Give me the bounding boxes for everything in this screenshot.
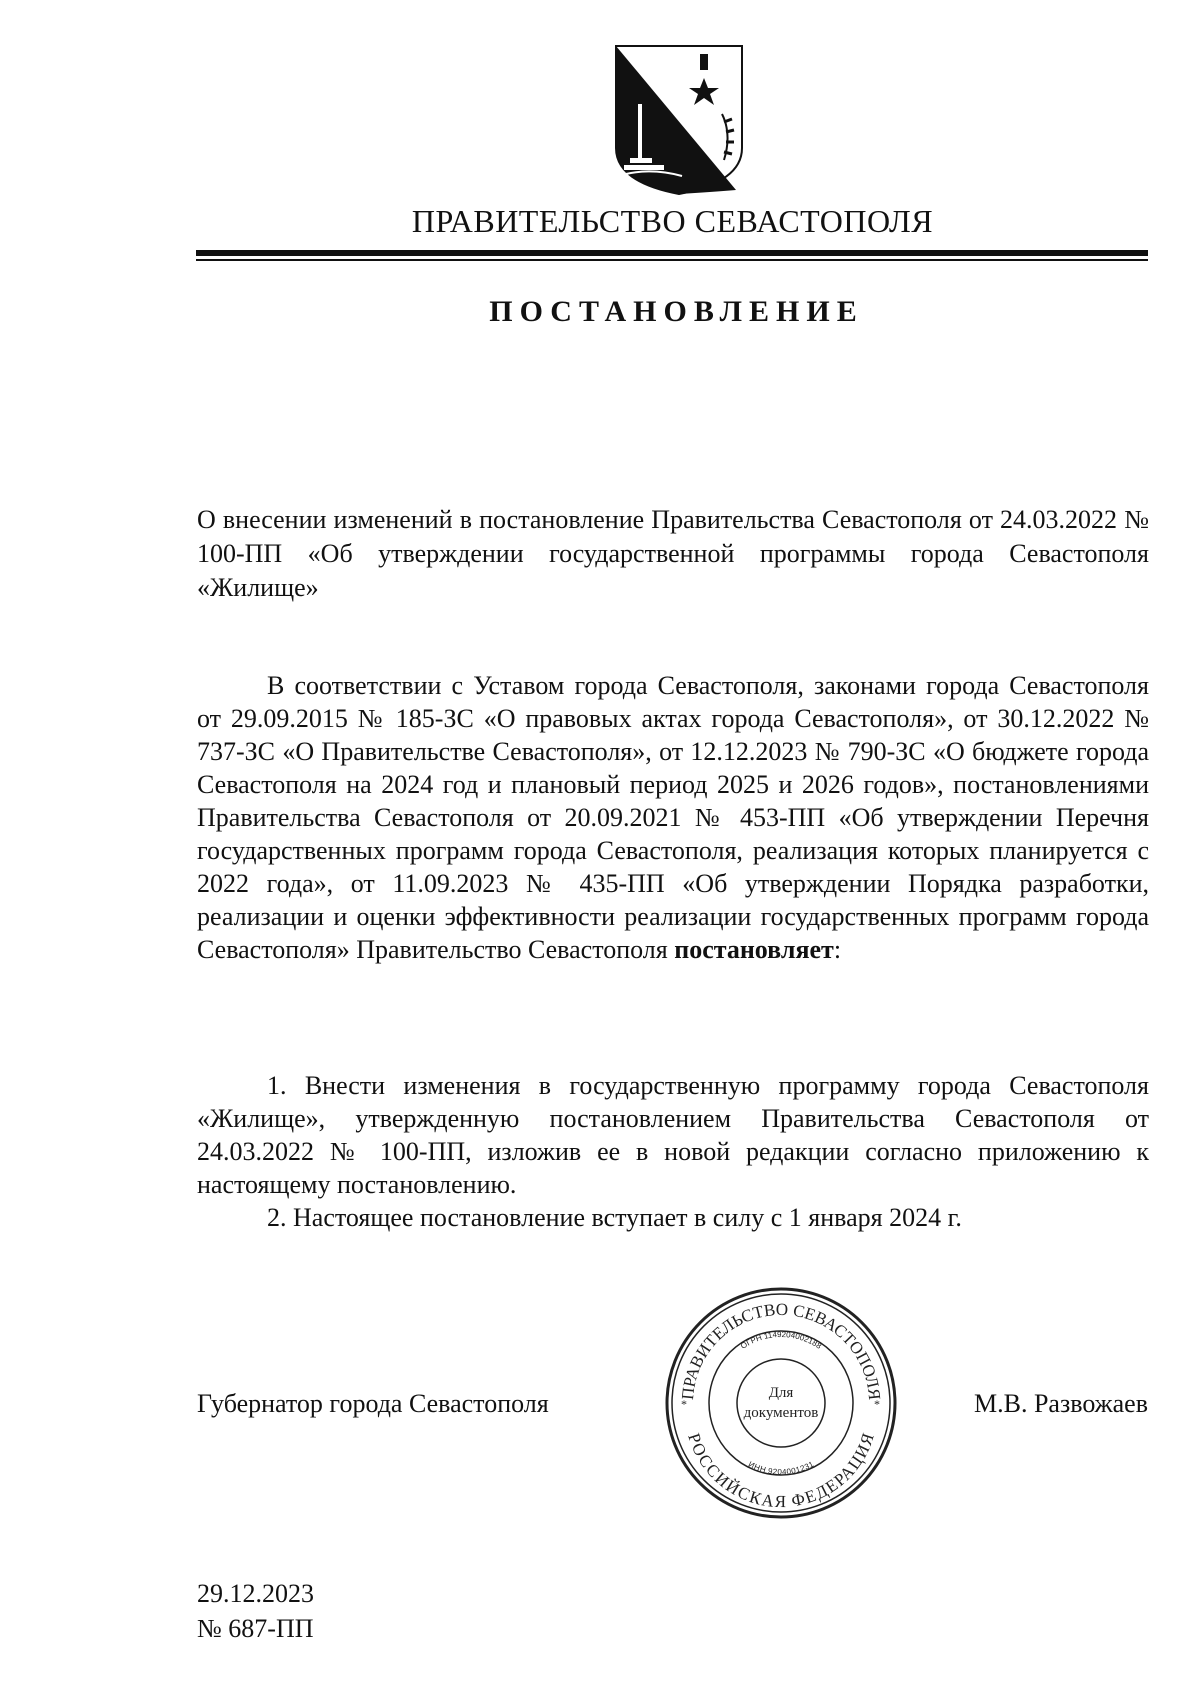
stamp-star-right-icon: * xyxy=(874,1397,880,1411)
signer-name: М.В. Развожаев xyxy=(973,1389,1148,1418)
organization-title: ПРАВИТЕЛЬСТВО СЕВАСТОПОЛЯ xyxy=(411,203,934,239)
resolution-item-1: 1. Внести изменения в государственную программу города Севастополя «Жилище», утвержденную постановлением Правительства Севастополя от 24.03.2022 № 100-ПП, изложив ее в новой редакции согласно приложению к настоящему постановлению. xyxy=(197,1071,1149,1199)
stamp-outer-top-text: ПРАВИТЕЛЬСТВО СЕВАСТОПОЛЯ xyxy=(677,1299,885,1401)
preamble-verb: постановляет xyxy=(674,935,834,964)
preamble-end: : xyxy=(833,935,842,964)
resolution-items xyxy=(197,1069,1149,1234)
document-date: 29.12.2023 xyxy=(197,1579,314,1608)
stamp-outer-bottom-text: РОССИЙСКАЯ ФЕДЕРАЦИЯ xyxy=(684,1430,878,1512)
sevastopol-coat-of-arms-icon xyxy=(612,44,746,196)
preamble-text: В соответствии с Уставом города Севастополя, законами города Севастополя от 29.09.2015 № 185-ЗС «О правовых актах города Севастополя», от 30.12.2022 № 737-ЗС «О Правительстве Севастополя», от 12.12.2023 № 790-ЗС «О бюджете города Севастополя на 2024 год и плановый период 2025 и 2026 годов», постановлениями Правительства Севастополя от 20.09.2021 № 453-ПП «Об утверждении Перечня государственных программ города Севастополя, реализация которых планируется с 2022 года», от 11.09.2023 № 435-ПП «Об утверждении Порядка разработки, реализации и оценки эффективности реализации государственных программ города Севастополя» Правительство Севастополя xyxy=(197,671,1149,964)
document-subject: О внесении изменений в постановление Правительства Севастополя от 24.03.2022 № 100-ПП «Об утверждении государственной программы города Севастополя «Жилище» xyxy=(197,505,1149,602)
stamp-inner-bottom-text: ИНН 9204001231 xyxy=(746,1459,816,1477)
signer-position: Губернатор города Севастополя xyxy=(197,1389,549,1418)
document-number: № 687-ПП xyxy=(197,1614,314,1643)
header-rule-thin xyxy=(196,259,1148,261)
stamp-star-left-icon: * xyxy=(681,1397,687,1411)
header-rule-thick xyxy=(196,250,1148,256)
official-stamp xyxy=(663,1285,899,1521)
stamp-center-line-1: Для xyxy=(768,1385,794,1401)
resolution-item-2: 2. Настоящее постановление вступает в силу с 1 января 2024 г. xyxy=(267,1203,962,1232)
preamble-paragraph xyxy=(197,669,1149,966)
document-type-heading: ПОСТАНОВЛЕНИЕ xyxy=(489,295,864,328)
stamp-inner-top-text: ОГРН 1149204002188 xyxy=(739,1329,824,1351)
stamp-center-line-2: документов xyxy=(743,1405,819,1421)
